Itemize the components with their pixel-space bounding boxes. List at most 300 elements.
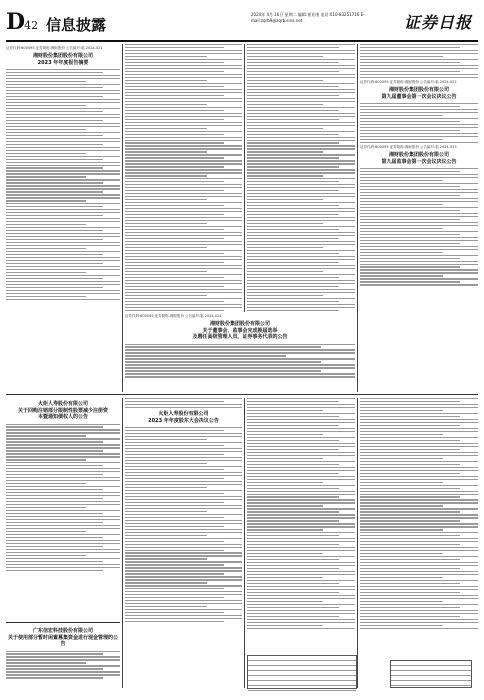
- text-line: [247, 47, 339, 48]
- text-line: [360, 228, 443, 229]
- text-line: [360, 479, 478, 480]
- text-line: [125, 582, 207, 583]
- text-line: [6, 432, 120, 433]
- text-line: [360, 180, 443, 181]
- text-line: [247, 514, 355, 515]
- text-line: [6, 492, 120, 493]
- text-line: [125, 223, 207, 224]
- text-line: [6, 510, 120, 511]
- text-line: [360, 520, 460, 521]
- text-line: [360, 523, 478, 524]
- text-line: [125, 576, 242, 577]
- text-line: [360, 204, 443, 205]
- text-line: [6, 153, 86, 154]
- text-line: [6, 254, 103, 255]
- text-line: [247, 128, 323, 129]
- text-line: [247, 148, 355, 149]
- text-line: [6, 651, 120, 652]
- text-line: [6, 206, 103, 207]
- text-line: [247, 413, 355, 414]
- text-line: [125, 116, 242, 117]
- text-line: [125, 268, 242, 269]
- text-line: [247, 125, 355, 126]
- column-4: [360, 44, 478, 392]
- text-line: [247, 101, 355, 102]
- text-line: [6, 435, 86, 436]
- text-line: [6, 242, 120, 243]
- text-line: [6, 120, 103, 121]
- text-line: [125, 439, 207, 440]
- text-line: [125, 594, 242, 595]
- text-line: [125, 538, 242, 539]
- text-line: [360, 133, 478, 134]
- text-line: [125, 259, 242, 260]
- text-line: [247, 422, 355, 423]
- column-divider: [244, 398, 245, 688]
- text-line: [247, 190, 339, 191]
- text-line: [360, 485, 478, 486]
- text-line: [6, 84, 120, 85]
- text-line: [6, 561, 103, 562]
- text-line: [125, 125, 242, 126]
- text-line: [360, 139, 443, 140]
- text-line: [247, 142, 339, 143]
- text-line: [6, 495, 120, 496]
- text-line: [247, 574, 355, 575]
- text-line: [6, 468, 120, 469]
- text-line: [6, 269, 120, 270]
- text-line: [360, 443, 478, 444]
- text-line: [360, 517, 478, 518]
- text-line: [360, 192, 478, 193]
- text-line: [247, 304, 355, 305]
- text-line: [6, 203, 120, 204]
- text-line: [247, 214, 339, 215]
- text-line: [125, 68, 242, 69]
- text-line: [125, 499, 242, 500]
- text-line: [6, 162, 120, 163]
- text-line: [125, 352, 355, 353]
- text-line: [125, 151, 207, 152]
- text-line: [360, 50, 478, 51]
- text-line: [125, 211, 242, 212]
- text-line: [360, 589, 478, 590]
- text-line: [125, 145, 242, 146]
- text-line: [6, 257, 120, 258]
- notice-heading: 火炬人寿股份有限公司 2023 年年度股东大会决议公告: [148, 411, 219, 424]
- text-line: [360, 124, 478, 125]
- text-line: [125, 295, 207, 296]
- text-line: [360, 628, 478, 629]
- text-line: [125, 148, 242, 149]
- text-line: [125, 573, 224, 574]
- text-line: [125, 83, 242, 84]
- text-line: [6, 665, 120, 666]
- text-line: [360, 461, 478, 462]
- text-line: [6, 474, 103, 475]
- text-line: [6, 272, 86, 273]
- text-line: [360, 272, 478, 273]
- text-line: [360, 234, 460, 235]
- text-line: [6, 150, 120, 151]
- text-line: [360, 103, 478, 104]
- text-line: [125, 475, 242, 476]
- text-line: [247, 295, 323, 296]
- text-line: [125, 128, 207, 129]
- text-line: [6, 450, 103, 451]
- text-line: [6, 75, 120, 76]
- text-line: [247, 541, 355, 542]
- text-line: [6, 179, 120, 180]
- column-7: [247, 398, 355, 688]
- text-line: [6, 567, 120, 568]
- text-line: [6, 129, 86, 130]
- text-line: [247, 559, 339, 560]
- text-line: [247, 404, 355, 405]
- text-line: [6, 144, 103, 145]
- text-line: [125, 520, 242, 521]
- text-line: [247, 113, 355, 114]
- text-line: [125, 457, 242, 458]
- text-line: [6, 135, 103, 136]
- text-line: [247, 556, 355, 557]
- text-line: [6, 662, 86, 663]
- text-line: [247, 610, 355, 611]
- text-line: [360, 550, 478, 551]
- text-line: [6, 465, 103, 466]
- text-line: [360, 416, 460, 417]
- text-line: [360, 511, 460, 512]
- text-line: [125, 142, 224, 143]
- text-line: [6, 191, 103, 192]
- text-line: [125, 256, 242, 257]
- text-line: [360, 198, 478, 199]
- text-line: [125, 238, 224, 239]
- text-line: [360, 580, 478, 581]
- text-line: [247, 89, 355, 90]
- text-line: [6, 218, 120, 219]
- text-line: [247, 244, 355, 245]
- column-6: [125, 398, 242, 688]
- text-line: [247, 592, 339, 593]
- text-line: [125, 478, 224, 479]
- text-line: [125, 615, 242, 616]
- text-line: [360, 437, 478, 438]
- text-line: [125, 358, 355, 359]
- text-line: [6, 570, 103, 571]
- text-line: [360, 240, 478, 241]
- text-line: [360, 428, 478, 429]
- text-line: [125, 597, 224, 598]
- text-line: [247, 485, 355, 486]
- text-line: [247, 428, 355, 429]
- text-line: [125, 505, 242, 506]
- text-line: [247, 443, 355, 444]
- text-line: [247, 547, 355, 548]
- text-line: [247, 583, 339, 584]
- text-line: [6, 251, 120, 252]
- text-line: [125, 621, 224, 622]
- text-line: [247, 401, 339, 402]
- text-line: [247, 154, 355, 155]
- text-line: [247, 277, 339, 278]
- text-line: [125, 541, 224, 542]
- text-line: [247, 283, 355, 284]
- text-line: [125, 175, 207, 176]
- text-line: [247, 220, 355, 221]
- text-line: [6, 293, 120, 294]
- text-line: [360, 505, 443, 506]
- text-line: [125, 567, 242, 568]
- text-line: [247, 223, 323, 224]
- text-line: [125, 283, 242, 284]
- text-line: [247, 145, 355, 146]
- text-line: [125, 472, 242, 473]
- text-line: [125, 346, 321, 347]
- text-line: [247, 77, 355, 78]
- text-line: [6, 114, 120, 115]
- text-line: [6, 194, 120, 195]
- text-line: [125, 301, 224, 302]
- column-divider: [122, 44, 123, 392]
- text-line: [125, 220, 242, 221]
- text-line: [125, 398, 242, 399]
- text-line: [247, 184, 355, 185]
- text-line: [6, 528, 120, 529]
- text-line: [6, 438, 120, 439]
- text-line: [247, 56, 323, 57]
- text-line: [247, 425, 339, 426]
- text-line: [125, 570, 242, 571]
- text-line: [6, 552, 120, 553]
- text-line: [247, 310, 339, 311]
- text-line: [6, 224, 86, 225]
- masthead-meta: 2024年 4月 16日 星期二 编辑:崔亚康 电话:010-83251716 E-mail:zqrb9@zqrb.sina.net: [251, 12, 365, 23]
- text-line: [125, 80, 207, 81]
- text-line: [247, 68, 355, 69]
- text-line: [247, 110, 339, 111]
- text-line: [6, 117, 120, 118]
- text-line: [360, 458, 443, 459]
- text-line: [125, 122, 242, 123]
- text-line: [6, 486, 120, 487]
- text-line: [125, 71, 224, 72]
- text-line: [360, 571, 478, 572]
- text-line: [247, 181, 339, 182]
- text-line: [247, 71, 339, 72]
- text-line: [6, 531, 86, 532]
- text-line: [247, 122, 355, 123]
- text-line: [6, 96, 103, 97]
- text-line: [360, 216, 478, 217]
- text-line: [125, 277, 224, 278]
- text-line: [360, 449, 460, 450]
- text-line: [360, 109, 478, 110]
- text-line: [6, 501, 120, 502]
- text-line: [6, 459, 86, 460]
- text-line: [125, 355, 286, 356]
- text-line: [360, 491, 478, 492]
- text-line: [125, 196, 242, 197]
- text-line: [125, 430, 224, 431]
- text-line: [125, 298, 242, 299]
- text-line: [125, 523, 242, 524]
- text-line: [247, 458, 323, 459]
- text-line: [6, 102, 120, 103]
- text-line: [360, 562, 478, 563]
- text-line: [125, 588, 224, 589]
- text-line: [360, 219, 460, 220]
- text-line: [360, 68, 478, 69]
- text-line: [247, 586, 355, 587]
- text-line: [125, 104, 207, 105]
- text-line: [360, 556, 478, 557]
- section-title: 信息披露: [46, 16, 107, 34]
- text-line: [6, 543, 120, 544]
- text-line: [360, 586, 478, 587]
- text-line: [6, 230, 103, 231]
- text-line: [360, 446, 478, 447]
- text-line: [360, 281, 460, 282]
- text-line: [247, 502, 355, 503]
- text-line: [360, 595, 478, 596]
- text-line: [6, 540, 120, 541]
- center-notice: [125, 312, 355, 392]
- text-line: [6, 147, 120, 148]
- text-line: [360, 222, 478, 223]
- text-line: [360, 225, 478, 226]
- text-line: [125, 286, 224, 287]
- text-line: [247, 625, 323, 626]
- notice-heading: 广东信宏科技股份有限公司 关于使用部分暂时闲置募集资金进行现金管理的公告: [7, 628, 118, 647]
- text-line: [247, 476, 355, 477]
- text-line: [125, 535, 207, 536]
- text-line: [6, 260, 120, 261]
- column-1: [6, 44, 120, 392]
- text-line: [247, 83, 355, 84]
- text-line: [125, 349, 355, 350]
- text-line: [125, 271, 207, 272]
- text-line: [125, 134, 224, 135]
- text-line: [247, 571, 355, 572]
- text-line: [125, 564, 224, 565]
- text-line: [247, 455, 355, 456]
- text-line: [360, 183, 478, 184]
- text-line: [125, 532, 242, 533]
- text-line: [360, 482, 443, 483]
- text-line: [125, 469, 224, 470]
- text-line: [247, 116, 355, 117]
- text-line: [247, 247, 323, 248]
- text-line: [247, 178, 355, 179]
- text-line: [360, 488, 460, 489]
- text-line: [6, 69, 120, 70]
- text-line: [6, 156, 120, 157]
- text-line: [125, 193, 242, 194]
- text-line: [247, 160, 355, 161]
- text-line: [125, 310, 224, 311]
- text-line: [6, 498, 103, 499]
- text-line: [125, 484, 242, 485]
- text-line: [247, 598, 355, 599]
- text-line: [6, 123, 120, 124]
- text-line: [125, 502, 224, 503]
- notice-heading: 湘财股份集团股份有限公司 2023 年年度报告摘要: [32, 53, 93, 66]
- text-line: [247, 256, 355, 257]
- text-line: [360, 266, 460, 267]
- text-line: [247, 526, 355, 527]
- text-line: [125, 65, 242, 66]
- text-line: [247, 601, 323, 602]
- text-line: [6, 263, 103, 264]
- text-line: [360, 65, 478, 66]
- text-line: [125, 454, 224, 455]
- column-divider: [357, 398, 358, 688]
- text-line: [360, 616, 460, 617]
- text-line: [125, 44, 242, 45]
- text-line: [360, 243, 460, 244]
- text-line: [360, 246, 478, 247]
- text-line: [125, 56, 207, 57]
- text-line: [6, 504, 120, 505]
- text-line: [360, 544, 460, 545]
- notice-heading: 火炬人寿股份有限公司 关于回购注销部分限制性股票减少注册资 本暨通知债权人的公告: [17, 401, 108, 420]
- text-line: [247, 232, 355, 233]
- text-line: [6, 477, 120, 478]
- text-line: [360, 431, 478, 432]
- text-line: [6, 564, 120, 565]
- text-line: [247, 613, 355, 614]
- text-line: [125, 373, 355, 374]
- column-5: [6, 398, 120, 620]
- text-line: [6, 248, 86, 249]
- text-line: [247, 529, 323, 530]
- text-line: [125, 101, 242, 102]
- text-line: [247, 265, 355, 266]
- text-line: [360, 407, 478, 408]
- text-line: [125, 404, 242, 405]
- text-line: [6, 78, 120, 79]
- text-line: [247, 496, 339, 497]
- text-line: [6, 278, 103, 279]
- text-line: [125, 199, 207, 200]
- text-line: [247, 92, 355, 93]
- text-line: [125, 253, 224, 254]
- text-line: [6, 141, 120, 142]
- text-line: [125, 445, 224, 446]
- text-line: [125, 113, 242, 114]
- text-line: [125, 226, 242, 227]
- text-line: [6, 200, 86, 201]
- text-line: [6, 489, 103, 490]
- notice-code: 证券代码:600095 证券简称:湘财股份 公告编号:临 2024-023: [360, 145, 457, 149]
- text-line: [125, 95, 224, 96]
- text-line: [360, 264, 478, 265]
- text-line: [6, 72, 103, 73]
- text-line: [125, 585, 242, 586]
- text-line: [6, 132, 120, 133]
- text-line: [360, 601, 443, 602]
- text-line: [125, 98, 242, 99]
- text-line: [360, 541, 478, 542]
- text-line: [125, 466, 242, 467]
- text-line: [247, 538, 355, 539]
- text-line: [360, 231, 478, 232]
- notice-code: 证券代码:600095 证券简称:湘财股份 公告编号:临 2024-022: [360, 80, 457, 85]
- text-line: [6, 671, 120, 672]
- text-line: [125, 166, 224, 167]
- text-line: [247, 467, 355, 468]
